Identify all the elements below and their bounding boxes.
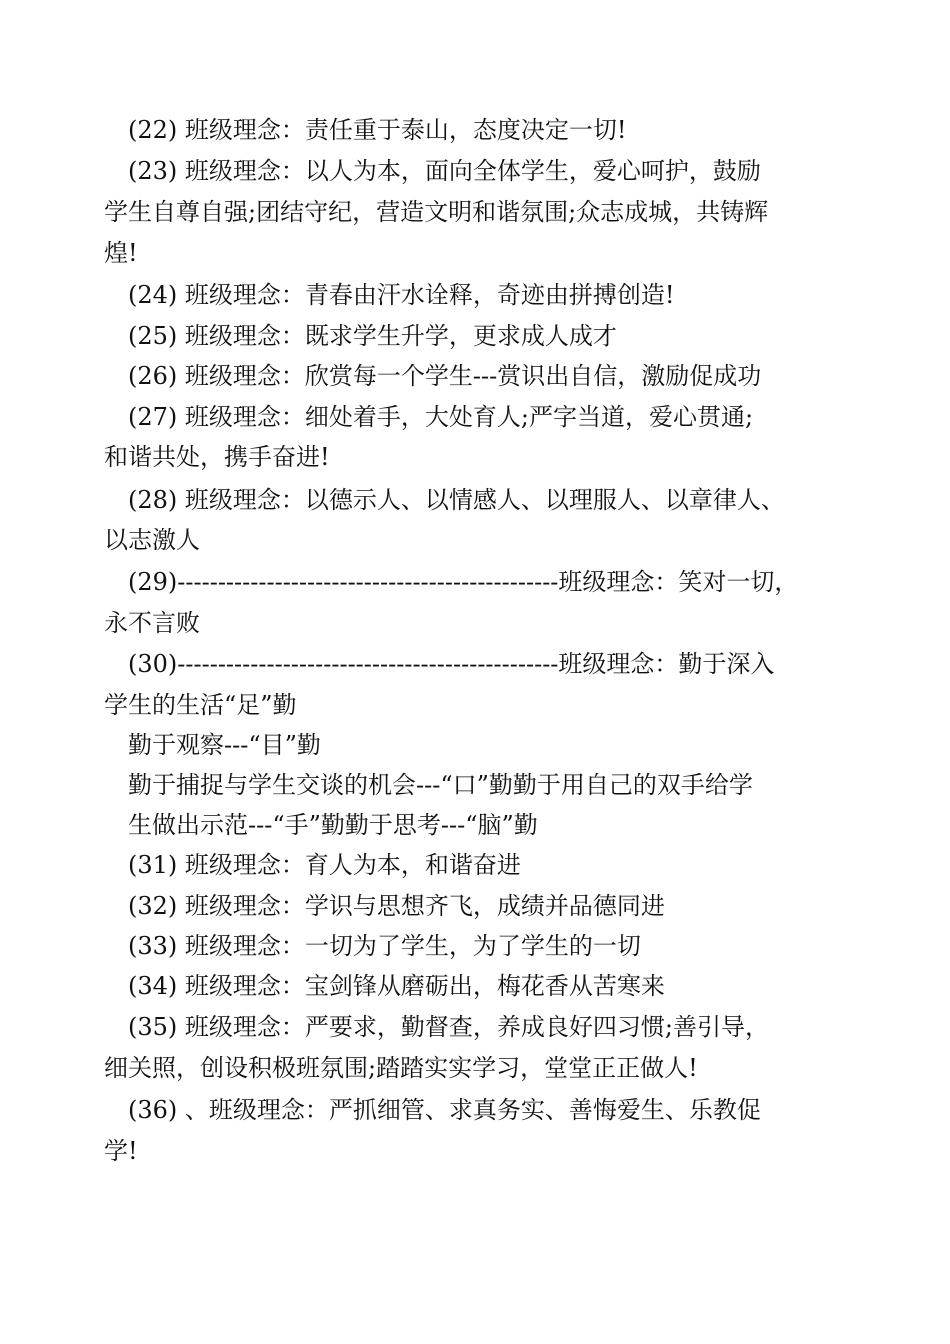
- text-line: 学生的生活“足”勤: [104, 691, 297, 719]
- text-line: (22) 班级理念：责任重于泰山，态度决定一切!: [128, 116, 627, 144]
- text-line: (27) 班级理念：细处着手，大处育人;严字当道，爱心贯通;: [128, 403, 754, 431]
- text-line: (31) 班级理念：育人为本，和谐奋进: [128, 851, 521, 879]
- text-line: 学生自尊自强;团结守纪，营造文明和谐氛围;众志成城，共铸辉: [104, 198, 769, 226]
- text-line: 生做出示范---“手”勤勤于思考---“脑”勤: [128, 811, 538, 839]
- text-line: (25) 班级理念：既求学生升学，更求成人成才: [128, 322, 617, 350]
- text-line: 煌!: [104, 239, 138, 267]
- text-line: (26) 班级理念：欣赏每一个学生---赏识出自信，激励促成功: [128, 362, 762, 390]
- text-line: (32) 班级理念：学识与思想齐飞，成绩并品德同进: [128, 892, 665, 920]
- text-line: (35) 班级理念：严要求，勤督查，养成良好四习惯;善引导，: [128, 1013, 769, 1041]
- text-line: (33) 班级理念：一切为了学生，为了学生的一切: [128, 932, 641, 960]
- text-line: 细关照，创设积极班氛围;踏踏实实学习，堂堂正正做人!: [104, 1054, 698, 1082]
- text-line: (34) 班级理念：宝剑锋从磨砺出，梅花香从苦寒来: [128, 972, 665, 1000]
- text-line: (23) 班级理念：以人为本，面向全体学生，爱心呵护，鼓励: [128, 157, 761, 185]
- text-line: 和谐共处，携手奋进!: [104, 443, 330, 471]
- text-line: 学!: [104, 1137, 138, 1165]
- text-line: (36) 、班级理念：严抓细管、求真务实、善悔爱生、乐教促: [128, 1096, 761, 1124]
- text-line: (24) 班级理念：青春由汗水诠释，奇迹由拼搏创造!: [128, 281, 675, 309]
- text-line: 永不言败: [104, 609, 200, 637]
- text-line: 以志激人: [104, 526, 200, 554]
- text-line: (30)-----------------------------------------------班级理念：勤于深入: [128, 650, 775, 678]
- text-line: 勤于捕捉与学生交谈的机会---“口”勤勤于用自己的双手给学: [128, 771, 753, 799]
- text-line: (28) 班级理念：以德示人、以情感人、以理服人、以章律人、: [128, 486, 785, 514]
- text-line: 勤于观察---“目”勤: [128, 731, 321, 759]
- text-line: (29)-----------------------------------------------班级理念：笑对一切，: [128, 568, 799, 596]
